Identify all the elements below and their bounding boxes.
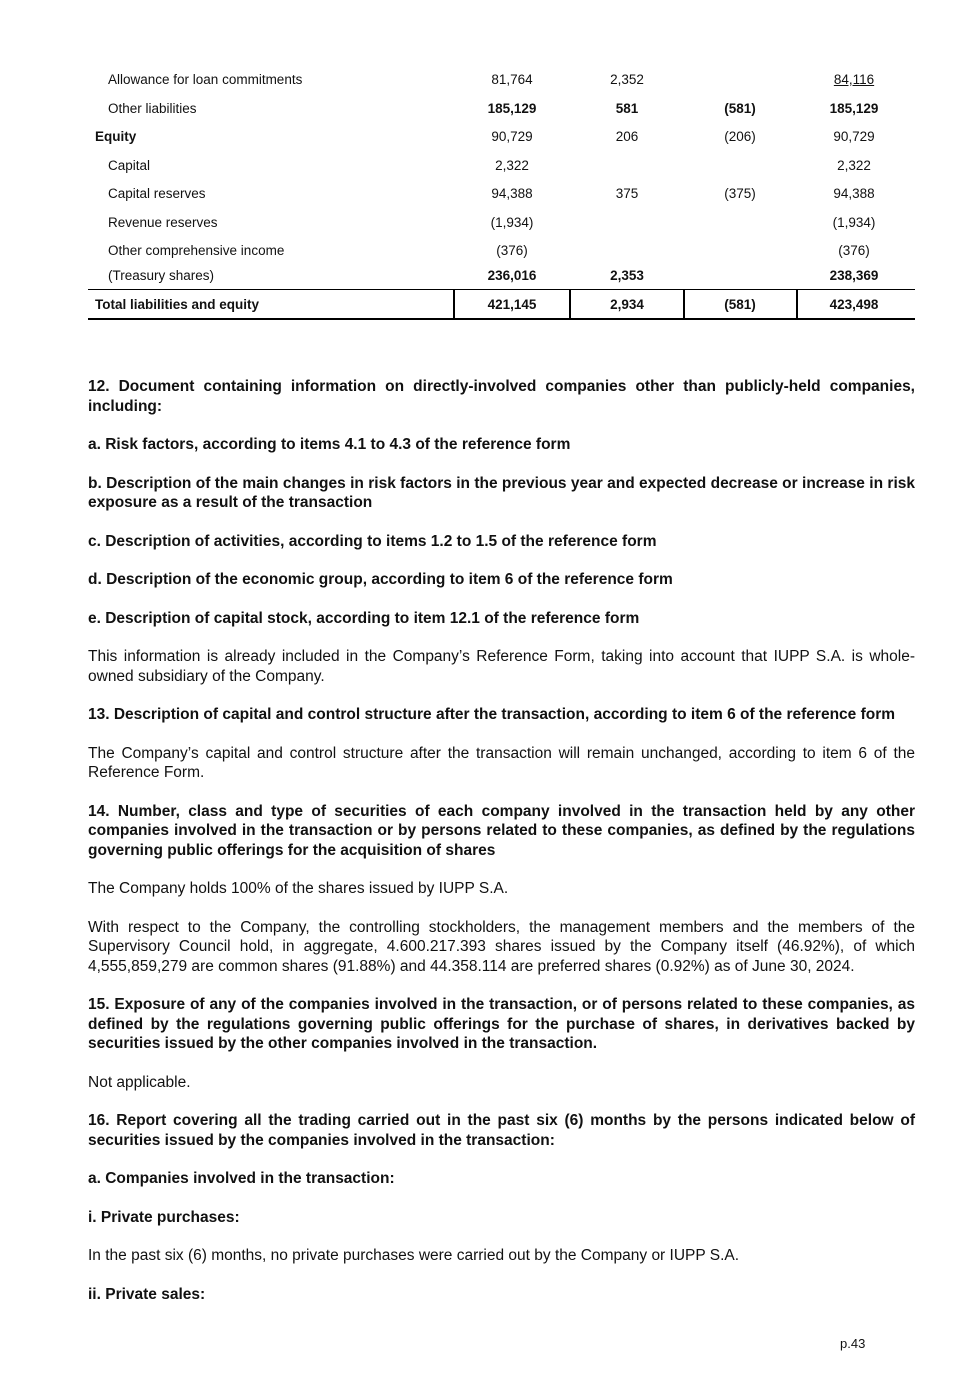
table-row bbox=[88, 152, 915, 181]
column-divider bbox=[453, 290, 455, 318]
table-row bbox=[88, 209, 915, 238]
cell-col1: 2,322 bbox=[495, 157, 529, 173]
section-heading: a. Companies involved in the transaction: bbox=[88, 1170, 395, 1187]
body-paragraph: The Company holds 100% of the shares issued by IUPP S.A. bbox=[88, 880, 509, 897]
cell-col2: 375 bbox=[615, 186, 639, 201]
underlined-value: 84,116 bbox=[833, 72, 875, 87]
cell-col1: (376) bbox=[496, 243, 528, 258]
cell-col4: 90,729 bbox=[833, 129, 875, 144]
table-row bbox=[88, 180, 915, 209]
balance-sheet-table bbox=[88, 66, 915, 290]
table-row bbox=[88, 66, 915, 95]
row-label: Other comprehensive income bbox=[108, 243, 285, 258]
cell-col1: 236,016 bbox=[487, 267, 537, 283]
total-col1: 421,145 bbox=[487, 297, 537, 312]
page-number: p.43 bbox=[840, 1336, 866, 1351]
cell-col4: 238,369 bbox=[829, 267, 879, 283]
cell-col2: 206 bbox=[615, 129, 639, 144]
cell-col1: 81,764 bbox=[491, 72, 533, 87]
cell-col4: 2,322 bbox=[837, 157, 871, 173]
cell-col3: (581) bbox=[724, 100, 756, 116]
body-paragraph: The Company’s capital and control structure after the transaction will remain unchanged, according to item 6 of the Reference Form. bbox=[88, 744, 915, 781]
section-heading: b. Description of the main changes in risk factors in the previous year and expected decrease or increase in risk exposure as a result of the transaction bbox=[88, 474, 915, 511]
section-heading: ii. Private sales: bbox=[88, 1285, 206, 1303]
cell-col3: (206) bbox=[724, 129, 756, 144]
row-label: Equity bbox=[95, 129, 137, 144]
body-paragraph: This information is already included in the Company’s Reference Form, taking into account that IUPP S.A. is whole-owned subsidiary of the Company. bbox=[88, 648, 915, 685]
section-heading: 15. Exposure of any of the companies involved in the transaction, or of persons related to these companies, as defined by the regulations governing public offerings for the purchase of shares, in derivatives backed by securities issued by the other companies involved in the transaction. bbox=[88, 996, 915, 1052]
cell-col4 bbox=[814, 72, 894, 87]
cell-col4: 94,388 bbox=[833, 186, 875, 201]
total-col4: 423,498 bbox=[829, 297, 879, 312]
row-label: Capital bbox=[108, 157, 151, 173]
cell-col1: 94,388 bbox=[491, 186, 533, 201]
table-row bbox=[88, 266, 915, 290]
cell-col3: (375) bbox=[724, 186, 756, 201]
row-label: Capital reserves bbox=[108, 186, 206, 201]
cell-col4: (1,934) bbox=[832, 214, 876, 230]
section-heading: c. Description of activities, according to items 1.2 to 1.5 of the reference form bbox=[88, 532, 657, 550]
row-label: (Treasury shares) bbox=[108, 267, 215, 283]
column-divider bbox=[796, 290, 798, 318]
section-heading: e. Description of capital stock, according to item 12.1 of the reference form bbox=[88, 609, 640, 627]
column-divider bbox=[569, 290, 571, 318]
section-heading: 13. Description of capital and control structure after the transaction, according to item 6 of the reference form bbox=[88, 706, 896, 723]
cell-col2: 2,352 bbox=[610, 72, 644, 87]
table-row bbox=[88, 237, 915, 266]
row-label: Allowance for loan commitments bbox=[108, 72, 303, 87]
cell-col4: 185,129 bbox=[829, 100, 879, 116]
column-divider bbox=[683, 290, 685, 318]
cell-col4: (376) bbox=[838, 243, 870, 258]
total-row bbox=[88, 289, 915, 320]
total-col3: (581) bbox=[724, 297, 756, 312]
cell-col1: 185,129 bbox=[487, 100, 537, 116]
document-body bbox=[88, 377, 915, 1323]
cell-col2: 581 bbox=[615, 100, 639, 116]
total-label: Total liabilities and equity bbox=[95, 297, 260, 312]
cell-col1: 90,729 bbox=[491, 129, 533, 144]
section-heading: d. Description of the economic group, according to item 6 of the reference form bbox=[88, 571, 673, 588]
section-heading: 14. Number, class and type of securities of each company involved in the transaction held by any other companies involved in the transaction or by persons related to these companies, as defined by the regulations governing public offerings for the acquisition of shares bbox=[88, 802, 915, 859]
body-paragraph: In the past six (6) months, no private purchases were carried out by the Company or IUPP S.A. bbox=[88, 1247, 740, 1264]
section-heading: 12. Document containing information on directly-involved companies other than publicly-held companies, including: bbox=[88, 378, 915, 415]
section-heading: i. Private purchases: bbox=[88, 1208, 240, 1226]
total-col2: 2,934 bbox=[610, 297, 644, 312]
section-heading: 16. Report covering all the trading carried out in the past six (6) months by the persons indicated below of securities issued by the companies involved in the transaction: bbox=[88, 1112, 915, 1149]
cell-col2: 2,353 bbox=[610, 267, 644, 283]
row-label: Revenue reserves bbox=[108, 214, 218, 230]
section-heading: a. Risk factors, according to items 4.1 to 4.3 of the reference form bbox=[88, 436, 571, 453]
row-label: Other liabilities bbox=[108, 100, 197, 116]
body-paragraph: With respect to the Company, the controlling stockholders, the management members and the members of the Supervisory Council hold, in aggregate, 4.600.217.393 shares issued by the Company itself (46.92%), of which 4,555,859,279 are common shares (91.88%) and 44.358.114 are preferred shares (0.92%) as of June 30, 2024. bbox=[88, 918, 915, 975]
body-paragraph: Not applicable. bbox=[88, 1073, 191, 1091]
cell-col1: (1,934) bbox=[490, 214, 534, 230]
table-row bbox=[88, 95, 915, 124]
table-row bbox=[88, 123, 915, 152]
